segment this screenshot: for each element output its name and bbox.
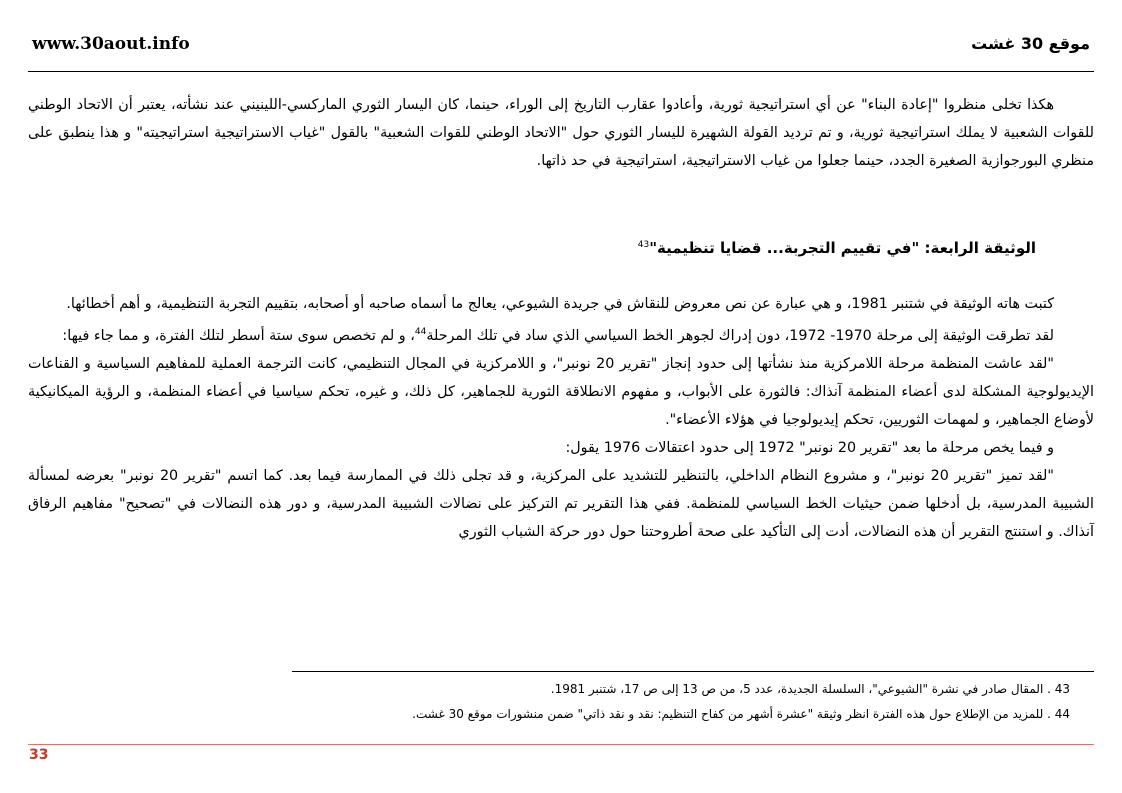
quote-paragraph: "لقد تميز "تقرير 20 نونبر"، و مشروع النظام الداخلي، بالتنظير للتشديد على المركزية، و قد تجلى ذلك في الممارسة فيما بعد. كما اتسم "تقرير 20 نونبر" بعرضه لمسألة الشبيبة المدرسية، بل أدخلها ضمن حيثيات الخط السياسي للمنظمة. ففي هذا التقرير تم التركيز على نضالات الشبيبة المدرسية، و دور هذه النضالات في "تصحيح" مفاهيم الرفاق آنذاك. و استنتج التقرير أن هذه النضالات، أدت إلى التأكيد على صحة أطروحتنا حول دور حركة الشباب الثوري bbox=[28, 467, 1094, 540]
paragraph: كتبت هاته الوثيقة في شتنبر 1981، و هي عبارة عن نص معروض للنقاش في جريدة الشيوعي، يعالج ما أسماه صاحبه أو أصحابه، بتقييم التجربة التنظيمية، و أهم أخطائها. bbox=[66, 296, 1054, 312]
site-url: www.30aout.info bbox=[32, 34, 190, 54]
footnotes bbox=[28, 677, 1070, 727]
footnote-ref: 43 bbox=[637, 240, 650, 250]
site-title: موقع 30 غشت bbox=[971, 34, 1090, 53]
quote-paragraph: "لقد عاشت المنظمة مرحلة اللامركزية منذ نشأتها إلى حدود إنجاز "تقرير 20 نونبر"، و اللامركزية في المجال التنظيمي، كانت الترجمة العملية للمفاهيم السياسية و القناعات الإيديولوجية المشكلة لدى أعضاء المنظمة آنذاك: فالثورة على الأبواب، و مفهوم الانطلاقة الثورية للجماهير، كل ذلك، و غيره، تحكم سياسيا في أعضاء المنظمة، و الرؤية الميكانيكية لأوضاع الجماهير، و لمهمات الثوريين، تحكم إيديولوجيا في هؤلاء الأعضاء". bbox=[28, 355, 1094, 428]
footnote: 44 . للمزيد من الإطلاع حول هذه الفترة انظر وثيقة "عشرة أشهر من كفاح التنظيم: نقد و نقد ذاتي" ضمن منشورات موقع 30 غشت. bbox=[412, 707, 1070, 721]
paragraph-text: ، و لم تخصص سوى ستة أسطر لتلك الفترة، و مما جاء فيها: bbox=[62, 327, 415, 344]
main-content bbox=[28, 91, 1094, 546]
footnote-ref: 44 bbox=[414, 327, 427, 337]
page-number: 33 bbox=[29, 747, 49, 763]
paragraph: و فيما يخص مرحلة ما بعد "تقرير 20 نونبر" 1972 إلى حدود اعتقالات 1976 يقول: bbox=[565, 439, 1054, 456]
footer-rule bbox=[28, 744, 1094, 745]
paragraph: هكذا تخلى منظروا "إعادة البناء" عن أي استراتيجية ثورية، وأعادوا عقارب التاريخ إلى الوراء، حينما، كان اليسار الثوري الماركسي-اللينيني عند نشأته، يعتبر أن الاتحاد الوطني للقوات الشعبية لا يملك استراتيجية ثورية، و تم ترديد القولة الشهيرة لليسار الثوري حول "الاتحاد الوطني للقوات الشعبية" بالقول "غياب الاستراتيجية استراتيجيته" و هذا ينطبق على منظري البورجوازية الصغيرة الجدد، حينما جعلوا من غياب الاستراتيجية، استراتيجية في حد ذاتها. bbox=[28, 97, 1094, 169]
section-heading-text: الوثيقة الرابعة: "في تقييم التجربة... قضايا تنظيمية" bbox=[649, 239, 1036, 257]
paragraph bbox=[28, 318, 1094, 350]
paragraph-text: لقد تطرقت الوثيقة إلى مرحلة 1970- 1972، دون إدراك لجوهر الخط السياسي الذي ساد في تلك المرحلة bbox=[426, 327, 1054, 344]
footnote: 43 . المقال صادر في نشرة "الشيوعي"، السلسلة الجديدة، عدد 5، من ص 13 إلى ص 17، شتنبر 1981. bbox=[550, 682, 1070, 696]
footnote-rule bbox=[292, 671, 1094, 672]
section-heading bbox=[28, 231, 1036, 262]
header-rule bbox=[28, 71, 1094, 72]
